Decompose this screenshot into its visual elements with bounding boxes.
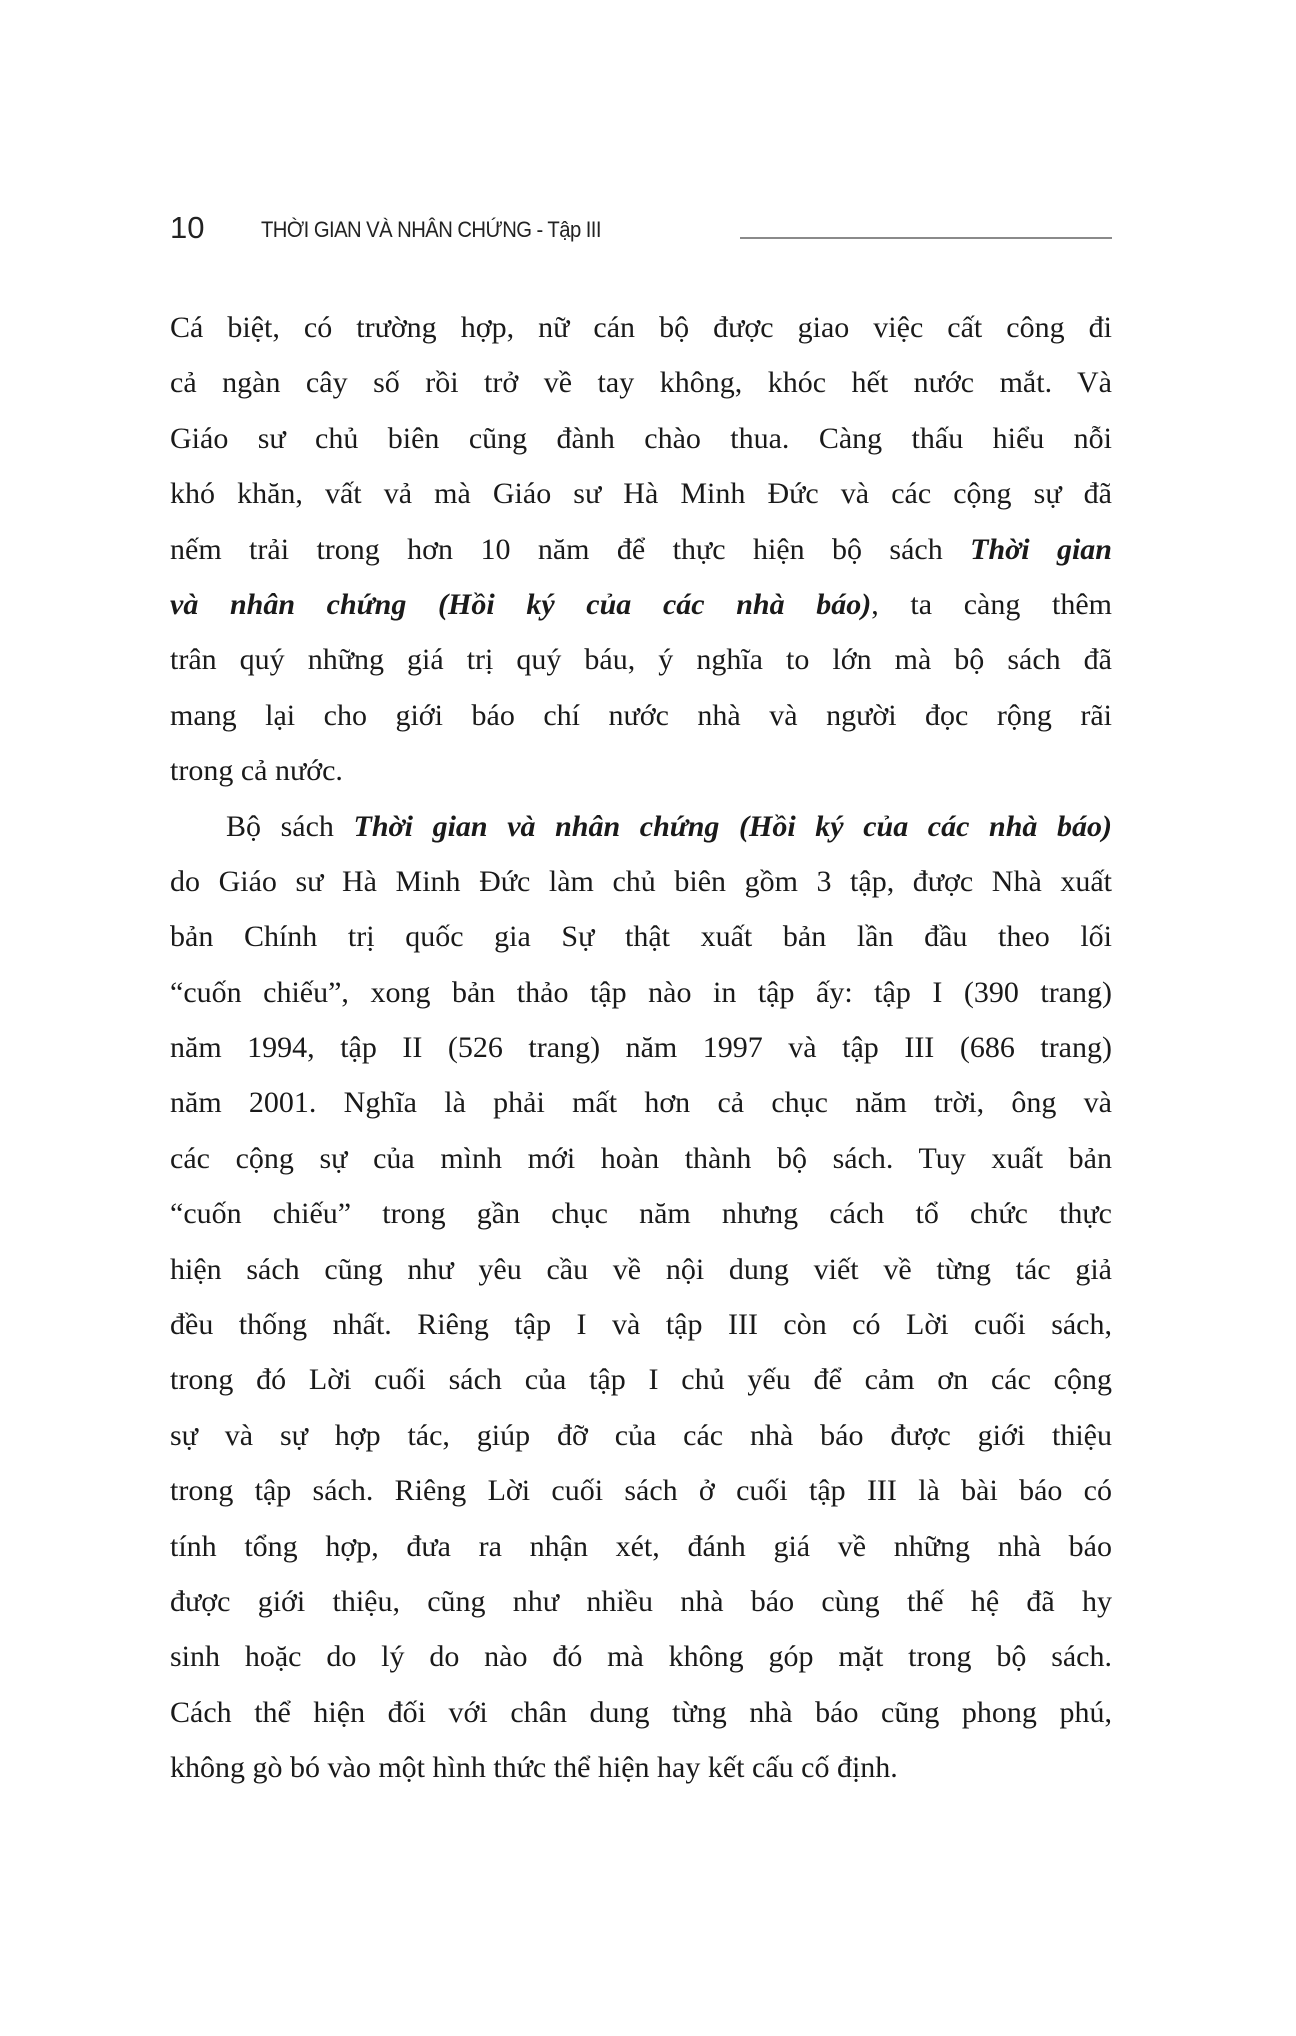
paragraph-2-line — [170, 1629, 1112, 1684]
paragraph-2-line — [170, 1574, 1112, 1629]
paragraph-2-line — [170, 1131, 1112, 1186]
paragraph-2-line — [170, 1186, 1112, 1241]
text-run: Giáo sư chủ biên cũng đành chào thua. Càng thấu hiểu nỗi — [170, 421, 1112, 455]
text-run: năm 1994, tập II (526 trang) năm 1997 và tập III (686 trang) — [170, 1031, 1112, 1065]
paragraph-2-line — [170, 854, 1112, 909]
paragraph-2-line — [170, 1685, 1112, 1740]
body-text — [170, 300, 1112, 1796]
text-run: trong đó Lời cuối sách của tập I chủ yếu để cảm ơn các cộng — [170, 1363, 1112, 1397]
page-header — [170, 206, 1112, 250]
book-title-emphasis: Thời gian và nhân chứng (Hồi ký của các nhà báo) — [353, 809, 1112, 843]
paragraph-1-line — [170, 688, 1112, 743]
text-run: các cộng sự của mình mới hoàn thành bộ sách. Tuy xuất bản — [170, 1141, 1112, 1175]
paragraph-1-line — [170, 743, 1112, 798]
page-number: 10 — [170, 210, 205, 245]
text-run: Cách thể hiện đối với chân dung từng nhà báo cũng phong phú, — [170, 1695, 1112, 1729]
text-run: hiện sách cũng như yêu cầu về nội dung viết về từng tác giả — [170, 1252, 1112, 1286]
paragraph-2-line — [170, 1408, 1112, 1463]
text-run: trong cả nước. — [170, 754, 343, 788]
paragraph-1-line — [170, 577, 1112, 632]
paragraph-2-line — [170, 1075, 1112, 1130]
text-run: khó khăn, vất vả mà Giáo sư Hà Minh Đức và các cộng sự đã — [170, 477, 1112, 511]
text-run: Bộ sách — [226, 809, 354, 843]
text-run: đều thống nhất. Riêng tập I và tập III còn có Lời cuối sách, — [170, 1308, 1112, 1342]
paragraph-1-line — [170, 466, 1112, 521]
text-run: trong tập sách. Riêng Lời cuối sách ở cuối tập III là bài báo có — [170, 1474, 1112, 1508]
paragraph-1-line — [170, 411, 1112, 466]
text-run: bản Chính trị quốc gia Sự thật xuất bản lần đầu theo lối — [170, 920, 1112, 954]
text-run: tính tổng hợp, đưa ra nhận xét, đánh giá về những nhà báo — [170, 1529, 1112, 1563]
paragraph-2-line — [170, 799, 1112, 854]
text-run: năm 2001. Nghĩa là phải mất hơn cả chục năm trời, ông và — [170, 1086, 1112, 1120]
text-run: không gò bó vào một hình thức thể hiện hay kết cấu cố định. — [170, 1751, 898, 1785]
paragraph-2-line — [170, 1463, 1112, 1518]
paragraph-1-line — [170, 632, 1112, 687]
paragraph-1-line — [170, 522, 1112, 577]
paragraph-1-line — [170, 355, 1112, 410]
paragraph-2-line — [170, 1740, 1112, 1795]
paragraph-2-line — [170, 1297, 1112, 1352]
text-run: sự và sự hợp tác, giúp đỡ của các nhà báo được giới thiệu — [170, 1418, 1112, 1452]
paragraph-2-line — [170, 1519, 1112, 1574]
book-title-emphasis: và nhân chứng (Hồi ký của các nhà báo) — [170, 587, 872, 621]
text-run: , ta càng thêm — [871, 587, 1112, 621]
text-run: “cuốn chiếu” trong gần chục năm nhưng cách tổ chức thực — [170, 1197, 1112, 1231]
header-rule — [740, 237, 1112, 239]
text-run: do Giáo sư Hà Minh Đức làm chủ biên gồm 3 tập, được Nhà xuất — [170, 864, 1112, 898]
running-title: THỜI GIAN VÀ NHÂN CHỨNG - Tập III — [261, 217, 601, 242]
book-title-emphasis: Thời gian — [970, 532, 1112, 566]
paragraph-2-line — [170, 909, 1112, 964]
text-run: Cá biệt, có trường hợp, nữ cán bộ được giao việc cất công đi — [170, 311, 1112, 344]
text-run: mang lại cho giới báo chí nước nhà và người đọc rộng rãi — [170, 698, 1112, 732]
text-run: trân quý những giá trị quý báu, ý nghĩa to lớn mà bộ sách đã — [170, 643, 1112, 677]
paragraph-2-line — [170, 965, 1112, 1020]
text-run: được giới thiệu, cũng như nhiều nhà báo cùng thế hệ đã hy — [170, 1584, 1112, 1618]
paragraph-1-line — [170, 300, 1112, 355]
text-run: nếm trải trong hơn 10 năm để thực hiện bộ sách — [170, 532, 971, 566]
text-run: sinh hoặc do lý do nào đó mà không góp mặt trong bộ sách. — [170, 1640, 1112, 1674]
paragraph-2-line — [170, 1242, 1112, 1297]
paragraph-2-line — [170, 1020, 1112, 1075]
text-run: “cuốn chiếu”, xong bản thảo tập nào in tập ấy: tập I (390 trang) — [170, 975, 1112, 1009]
text-run: cả ngàn cây số rồi trở về tay không, khóc hết nước mắt. Và — [170, 366, 1112, 400]
paragraph-2-line — [170, 1352, 1112, 1407]
